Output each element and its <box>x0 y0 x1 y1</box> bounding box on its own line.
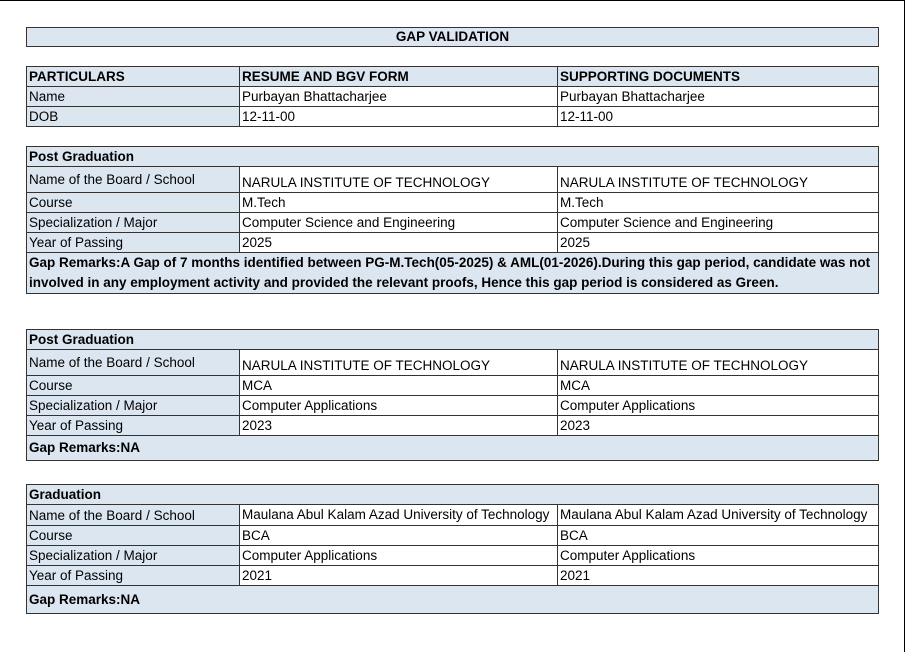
resume-value: Computer Applications <box>240 396 558 416</box>
resume-value: Maulana Abul Kalam Azad University of Technology <box>240 505 558 526</box>
table-row <box>27 213 879 233</box>
personal-table <box>26 66 879 127</box>
table-row <box>27 396 879 416</box>
table-row <box>27 526 879 546</box>
table-row <box>27 350 879 376</box>
docs-value: M.Tech <box>558 193 879 213</box>
row-label: DOB <box>27 107 240 127</box>
table-row <box>27 107 879 127</box>
docs-value: BCA <box>558 526 879 546</box>
header-resume: RESUME AND BGV FORM <box>240 67 558 87</box>
row-label: Course <box>27 526 240 546</box>
section-heading: Post Graduation <box>27 330 879 350</box>
row-label: Name <box>27 87 240 107</box>
resume-value: 2023 <box>240 416 558 436</box>
resume-value: Computer Applications <box>240 546 558 566</box>
docs-value: 12-11-00 <box>558 107 879 127</box>
table-row <box>27 167 879 193</box>
docs-value: NARULA INSTITUTE OF TECHNOLOGY <box>558 167 879 193</box>
section-table <box>26 329 879 461</box>
table-row <box>27 87 879 107</box>
table-row <box>27 546 879 566</box>
docs-value: MCA <box>558 376 879 396</box>
resume-value: 12-11-00 <box>240 107 558 127</box>
docs-value: 2021 <box>558 566 879 586</box>
row-label: Specialization / Major <box>27 213 240 233</box>
docs-value: Computer Science and Engineering <box>558 213 879 233</box>
docs-value: 2023 <box>558 416 879 436</box>
resume-value: M.Tech <box>240 193 558 213</box>
gap-remarks: Gap Remarks:A Gap of 7 months identified between PG-M.Tech(05-2025) & AML(01-2026).During this gap period, candidate was not involved in any employment activity and provided the relevant proofs, Hence this gap period is considered as Green. <box>27 253 879 294</box>
resume-value: 2025 <box>240 233 558 253</box>
row-label: Year of Passing <box>27 416 240 436</box>
resume-value: NARULA INSTITUTE OF TECHNOLOGY <box>240 167 558 193</box>
docs-value: 2025 <box>558 233 879 253</box>
docs-value: Maulana Abul Kalam Azad University of Technology <box>558 505 879 526</box>
row-label: Name of the Board / School <box>27 505 240 526</box>
row-label: Name of the Board / School <box>27 167 240 193</box>
resume-value: NARULA INSTITUTE OF TECHNOLOGY <box>240 350 558 376</box>
section-heading: Graduation <box>27 485 879 505</box>
resume-value: Purbayan Bhattacharjee <box>240 87 558 107</box>
title-table <box>26 27 879 47</box>
resume-value: BCA <box>240 526 558 546</box>
docs-value: Computer Applications <box>558 546 879 566</box>
table-row <box>27 505 879 526</box>
row-label: Course <box>27 193 240 213</box>
row-label: Specialization / Major <box>27 546 240 566</box>
section-table <box>26 146 879 294</box>
section-table <box>26 484 879 614</box>
header-row <box>27 67 879 87</box>
row-label: Name of the Board / School <box>27 350 240 376</box>
resume-value: 2021 <box>240 566 558 586</box>
header-particulars: PARTICULARS <box>27 67 240 87</box>
docs-value: Purbayan Bhattacharjee <box>558 87 879 107</box>
docs-value: Computer Applications <box>558 396 879 416</box>
gap-remarks: Gap Remarks:NA <box>27 436 879 461</box>
table-row <box>27 193 879 213</box>
header-docs: SUPPORTING DOCUMENTS <box>558 67 879 87</box>
row-label: Course <box>27 376 240 396</box>
resume-value: MCA <box>240 376 558 396</box>
row-label: Specialization / Major <box>27 396 240 416</box>
gap-remarks: Gap Remarks:NA <box>27 586 879 614</box>
row-label: Year of Passing <box>27 566 240 586</box>
resume-value: Computer Science and Engineering <box>240 213 558 233</box>
docs-value: NARULA INSTITUTE OF TECHNOLOGY <box>558 350 879 376</box>
section-heading: Post Graduation <box>27 147 879 167</box>
table-row <box>27 233 879 253</box>
table-row <box>27 566 879 586</box>
page-title: GAP VALIDATION <box>27 28 879 47</box>
row-label: Year of Passing <box>27 233 240 253</box>
table-row <box>27 416 879 436</box>
table-row <box>27 376 879 396</box>
